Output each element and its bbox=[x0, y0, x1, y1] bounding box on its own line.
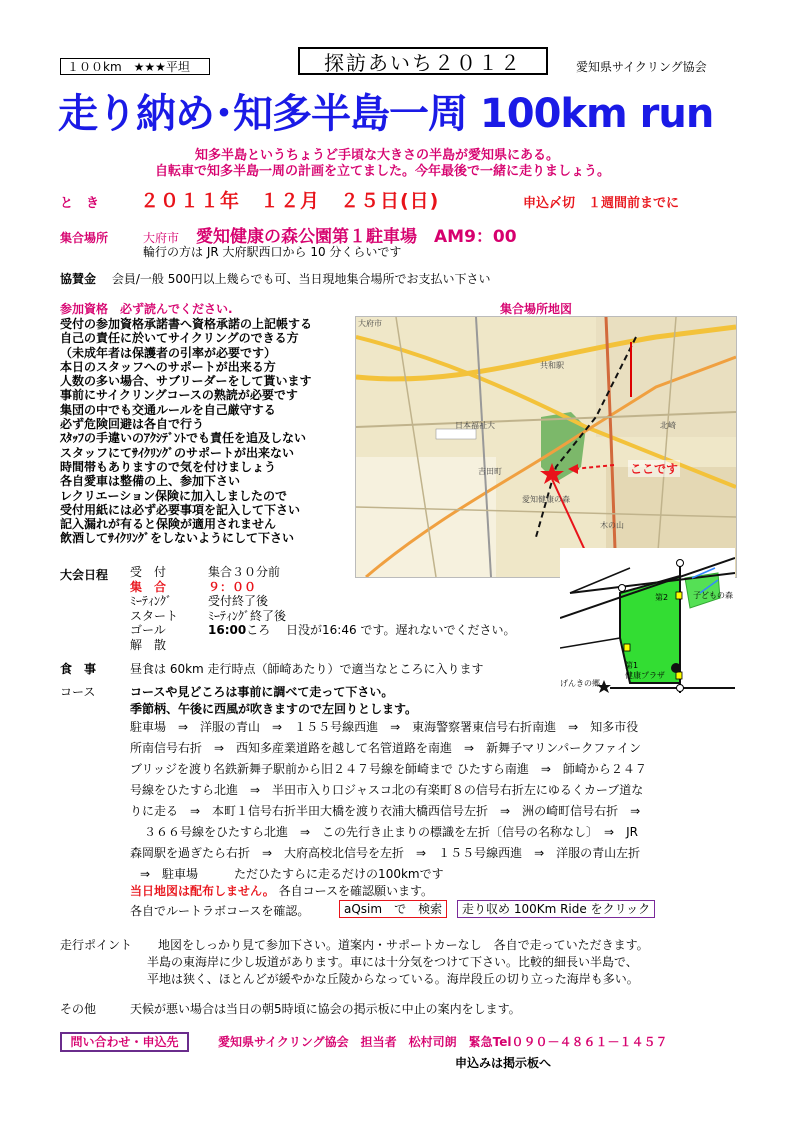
schedule-row-note: ころ 日没が16:46 です。遅れないでください。 bbox=[246, 623, 516, 637]
eligibility-item: 本日のスタッフへのサポートが出来る方 bbox=[60, 359, 276, 374]
schedule-row bbox=[130, 638, 515, 653]
eligibility-item: 必ず危険回避は各自で行う bbox=[60, 417, 205, 432]
course-line: りに走る ⇒ 本町１信号右折半田大橋を渡り衣浦大橋西信号左折 ⇒ 洲の崎町信号右折 ⇒ bbox=[130, 804, 641, 818]
schedule-row bbox=[130, 623, 515, 638]
eligibility-item: レクリエーション保険に加入しましたので bbox=[60, 488, 288, 503]
eligibility-item: 受付用紙には必ず必要事項を記入して下さい bbox=[60, 502, 301, 517]
route-check-text: 各自でルートラボコースを確認。 bbox=[130, 904, 310, 918]
eligibility-item: 集団の中でも交通ルールを自己厳守する bbox=[60, 402, 276, 417]
series-title: 探訪あいち２０１２ bbox=[298, 47, 548, 75]
inset-lot1: 第1 bbox=[625, 661, 639, 670]
schedule-row-name: スタート bbox=[130, 608, 179, 623]
schedule-row bbox=[130, 594, 515, 609]
schedule-row-name: 受 付 bbox=[130, 565, 167, 579]
eligibility-item: 事前にサイクリングコースの熟読が必要です bbox=[60, 388, 298, 403]
eligibility-list bbox=[60, 317, 312, 546]
course-line: 号線をひたすら北進 ⇒ 半田市入り口ジャスコ北の有楽町８の信号右折左にゆるくカーブ道な bbox=[130, 783, 644, 797]
eligibility-item: ｽﾀｯﾌの手違いのｱｸｼﾃﾞﾝﾄでも責任を追及しない bbox=[60, 431, 307, 446]
points-line-3: 平地は狭く、ほとんどが緩やかな丘陵からなっている。海岸段丘の切り立った海岸も多い。 bbox=[147, 972, 639, 986]
map-label-1: 大府市 bbox=[358, 319, 382, 328]
here-label: ここです bbox=[630, 462, 679, 476]
course-tag: １００km ★★★平坦 bbox=[60, 58, 210, 75]
schedule-row-value: 受付終了後 bbox=[208, 594, 269, 608]
points-line-2: 半島の東海岸に少し坂道があります。車には十分気をつけて下さい。比較的細長い半島で、 bbox=[147, 955, 638, 969]
meeting-city: 大府市 bbox=[143, 231, 180, 245]
no-map-after: 各自コースを確認願います。 bbox=[278, 884, 434, 898]
course-line: ３６６号線をひたすら北進 ⇒ この先行き止まりの標識を左折〔信号の名称なし〕 ⇒ JR bbox=[144, 825, 638, 839]
organizer: 愛知県サイクリング協会 bbox=[576, 60, 707, 74]
inset-genki: げんきの郷 bbox=[560, 679, 600, 688]
schedule-label: 大会日程 bbox=[60, 568, 109, 582]
meeting-place: 愛知健康の森公園第１駐車場 AM9：00 bbox=[196, 227, 517, 247]
schedule-row-name: 解 散 bbox=[130, 637, 167, 652]
search-button[interactable]: aQsim で 検索 bbox=[339, 900, 447, 918]
eligibility-item: 時間帯もありますので気を付けましょう bbox=[60, 459, 277, 474]
schedule-row-value: ９：００ bbox=[208, 579, 257, 594]
map-label-5: 吉田町 bbox=[478, 467, 502, 476]
map-title: 集合場所地図 bbox=[500, 302, 573, 316]
course-line: ブリッジを渡り名鉄新舞子駅前から旧２４７号線を師崎まで ひたすら南進 ⇒ 師崎から２４７ bbox=[130, 762, 647, 776]
eligibility-item: 記入漏れが有ると保険が適用されません bbox=[60, 517, 277, 532]
other-label: その他 bbox=[60, 1002, 97, 1016]
points-line-1: 地図をしっかり見て参加下さい。道案内・サポートカーなし 各自で走っていただきます。 bbox=[158, 938, 649, 952]
schedule-row-name: ﾐｰﾃｨﾝｸﾞ bbox=[130, 594, 173, 608]
course-head-2: 季節柄、午後に西風が吹きますので左回りとします。 bbox=[130, 702, 418, 716]
schedule-row-name: 集 合 bbox=[130, 579, 167, 594]
fee-row bbox=[60, 270, 491, 287]
meeting-label: 集合場所 bbox=[60, 231, 109, 245]
schedule-row bbox=[130, 580, 515, 595]
eligibility-item: 各自愛車は整備の上、参加下さい bbox=[60, 474, 241, 489]
intro-line-1: 知多半島というちょうど手頃な大きさの半島が愛知県にある。 bbox=[195, 148, 560, 163]
schedule-row-name: ゴール bbox=[130, 623, 166, 637]
date-label: と き bbox=[60, 196, 100, 211]
meeting-note: 輪行の方は JR 大府駅西口から 10 分くらいです bbox=[143, 245, 402, 259]
map-label-6: 愛知健康の森 bbox=[522, 495, 570, 504]
points-label: 走行ポイント bbox=[60, 938, 133, 952]
date-value: ２０１１年 １２月 ２５日(日) bbox=[140, 190, 440, 212]
course-description bbox=[130, 717, 647, 885]
meal-text: 昼食は 60km 走行時点（師崎あたり）で適当なところに入ります bbox=[130, 662, 484, 676]
fee-label: 協賛金 bbox=[60, 272, 97, 286]
map-label-2: 日本福祉大 bbox=[455, 421, 495, 430]
eligibility-item: 受付の参加資格承諾書へ資格承諾の上記帳する bbox=[60, 317, 313, 331]
eligibility-item: 飲酒してｻｲｸﾘﾝｸﾞをしないようにして下さい bbox=[60, 531, 295, 546]
area-map bbox=[355, 316, 737, 578]
other-text: 天候が悪い場合は当日の朝5時頃に協会の掲示板に中止の案内をします。 bbox=[130, 1002, 521, 1016]
map-label-7: 木の山 bbox=[600, 521, 624, 530]
schedule-row bbox=[130, 565, 515, 580]
map-graphic bbox=[356, 317, 736, 577]
course-label: コース bbox=[60, 685, 96, 699]
schedule-row bbox=[130, 609, 515, 624]
schedule-row-value: 集合３０分前 bbox=[208, 565, 281, 579]
eligibility-item: 人数の多い場合、サブリーダーをして貰います bbox=[60, 374, 312, 389]
page-title: 走り納め･知多半島一周 100km run bbox=[58, 91, 714, 137]
map-label-4: 北崎 bbox=[660, 421, 676, 430]
apply-text: 申込みは掲示板へ bbox=[455, 1056, 552, 1070]
course-line: 駐車場 ⇒ 洋服の青山 ⇒ １５５号線西進 ⇒ 東海警察署東信号右折南進 ⇒ 知多市役 bbox=[130, 720, 639, 734]
schedule-row-value: 16:00 bbox=[208, 623, 247, 637]
course-head-1: コースや見どころは事前に調べて走って下さい。 bbox=[130, 685, 394, 699]
ride-link-button[interactable]: 走り収め 100Km Ride をクリック bbox=[457, 900, 655, 918]
inset-lot2: 第2 bbox=[655, 593, 669, 602]
meal-label: 食 事 bbox=[60, 662, 97, 676]
fee-amount: 500円以上幾らでも可、当日現地集合場所でお支払い下さい bbox=[167, 272, 491, 286]
eligibility-item: スタッフにてｻｲｸﾘﾝｸﾞのサポートが出来ない bbox=[60, 445, 295, 460]
inset-forest: 子どもの森 bbox=[693, 591, 733, 600]
inset-plaza: 健康プラザ bbox=[625, 671, 665, 680]
course-line: 森岡駅を過ぎたら右折 ⇒ 大府高校北信号を左折 ⇒ １５５号線西進 ⇒ 洋服の青山左折 bbox=[130, 846, 641, 860]
course-line: ⇒ 駐車場 ただひたすらに走るだけの100kmです bbox=[140, 867, 444, 881]
schedule-row-value: ﾐｰﾃｨﾝｸﾞ終了後 bbox=[208, 608, 287, 623]
contact-label: 問い合わせ・申込先 bbox=[60, 1032, 189, 1052]
eligibility-item: 自己の責任に於いてサイクリングのできる方 bbox=[60, 331, 299, 346]
schedule-list bbox=[130, 565, 515, 652]
map-notice bbox=[130, 882, 433, 899]
intro-line-2: 自転車で知多半島一周の計画を立てました。今年最後で一緒に走りましょう。 bbox=[155, 164, 611, 179]
map-label-3: 共和駅 bbox=[540, 361, 564, 370]
eligibility-item: （未成年者は保護者の引率が必要です） bbox=[60, 345, 277, 360]
fee-text: 会員/一般 bbox=[111, 272, 164, 286]
deadline: 申込〆切 １週間前までに bbox=[523, 196, 680, 211]
course-line: 所南信号右折 ⇒ 西知多産業道路を越して名管道路を南進 ⇒ 新舞子マリンパークファイン bbox=[130, 741, 642, 755]
contact-text: 愛知県サイクリング協会 担当者 松村司朗 緊急Tel０９０－４８６１－１４５７ bbox=[218, 1035, 668, 1049]
no-map-text: 当日地図は配布しません。 bbox=[130, 884, 275, 898]
eligibility-title: 参加資格 必ず読んでください. bbox=[60, 302, 233, 316]
